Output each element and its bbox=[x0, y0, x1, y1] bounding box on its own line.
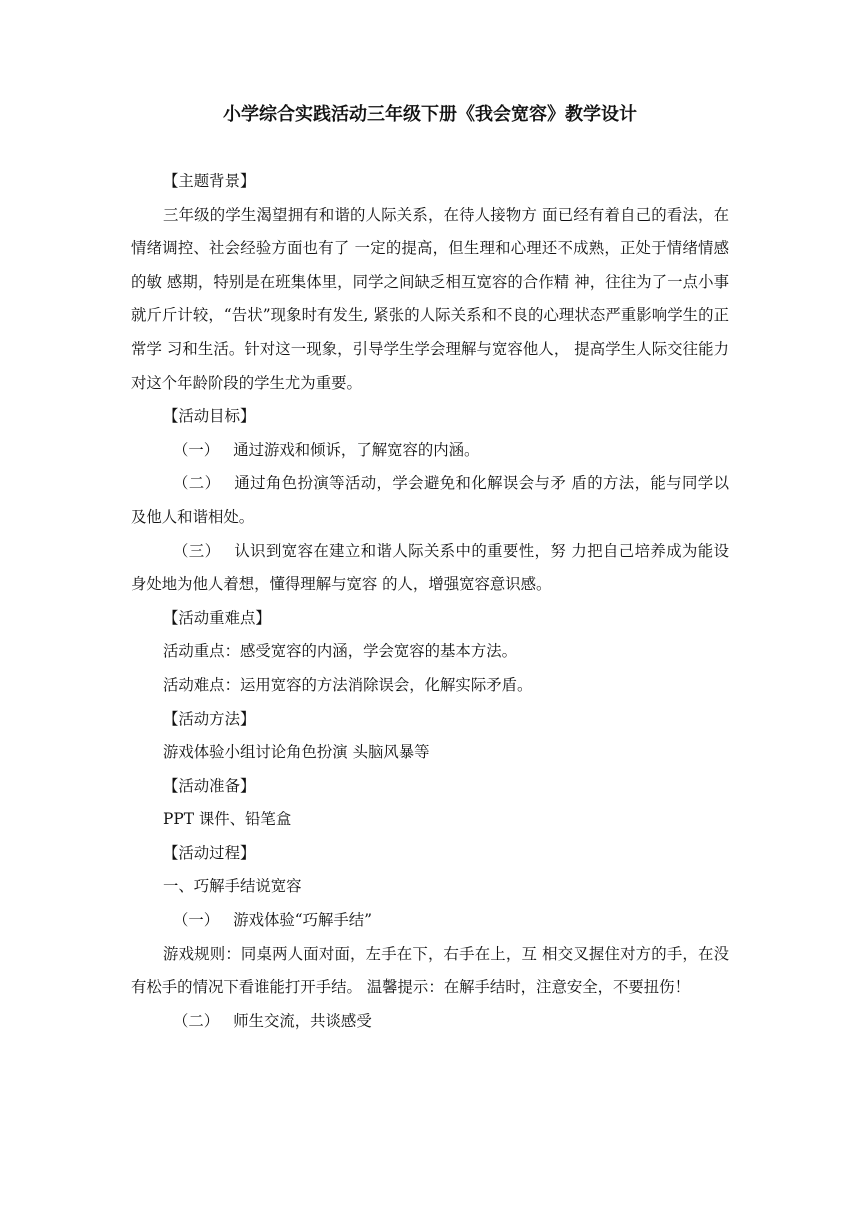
objective-item-1 bbox=[131, 434, 729, 468]
section-heading-method: 【活动方法】 bbox=[163, 709, 256, 728]
game-rules-paragraph: 游戏规则：同桌两人面对面，左手在下，右手在上，互 相交叉握住对方的手，在没有松手的情况下看谁能打开手结。 温馨提示：在解手结时，注意安全，不要扭伤！ bbox=[131, 944, 729, 997]
objective-number-1: （一） bbox=[173, 440, 220, 459]
objective-item-2 bbox=[131, 467, 729, 534]
key-point-focus: 活动重点：感受宽容的内涵，学会宽容的基本方法。 bbox=[163, 642, 517, 661]
process-step-1 bbox=[131, 904, 729, 938]
section-heading-objectives: 【活动目标】 bbox=[163, 407, 256, 426]
background-paragraph: 三年级的学生渴望拥有和谐的人际关系，在待人接物方 面已经有着自己的看法，在情绪调控、社会经验方面也有了 一定的提高，但生理和心理还不成熟，正处于情绪情感的敏 感期，特别是在班集体里，同学之间缺乏相互宽容的合作精 神，往往为了一点小事就斤斤计较，“告状”现象时有发生, 紧张的人际关系和不良的心理状态严重影响学生的正常学 习和生活。针对这一现象，引导学生学会理解与宽容他人， 提高学生人际交往能力对这个年龄阶段的学生尤为重要。 bbox=[131, 205, 729, 392]
process-step-1-number: （一） bbox=[173, 911, 220, 930]
objective-number-3: （三） bbox=[173, 541, 221, 560]
section-heading-preparation: 【活动准备】 bbox=[163, 776, 256, 795]
section-heading-key-points: 【活动重难点】 bbox=[163, 608, 271, 627]
objective-text-1: 通过游戏和倾诉，了解宽容的内涵。 bbox=[233, 440, 480, 459]
section-heading-background: 【主题背景】 bbox=[163, 172, 256, 190]
objective-number-2: （二） bbox=[173, 474, 221, 493]
process-step-2-text: 师生交流，共谈感受 bbox=[233, 1011, 372, 1030]
key-point-difficulty: 活动难点：运用宽容的方法消除误会，化解实际矛盾。 bbox=[163, 675, 533, 694]
process-step-2-number: （二） bbox=[173, 1011, 220, 1030]
process-part-1: 一、巧解手结说宽容 bbox=[163, 877, 302, 896]
document-body bbox=[131, 165, 729, 1038]
process-step-1-text: 游戏体验“巧解手结” bbox=[233, 911, 373, 930]
method-text: 游戏体验小组讨论角色扮演 头脑风暴等 bbox=[163, 743, 430, 762]
objective-item-3 bbox=[131, 535, 729, 602]
preparation-text: PPT 课件、铅笔盒 bbox=[163, 810, 292, 829]
objective-text-3: 认识到宽容在建立和谐人际关系中的重要性，努 力把自己培养成为能设身处地为他人着想，懂得理解与宽容 的人，增强宽容意识感。 bbox=[131, 541, 729, 594]
objective-text-2: 通过角色扮演等活动，学会避免和化解误会与矛 盾的方法，能与同学以及他人和谐相处。 bbox=[131, 474, 729, 526]
document-title: 小学综合实践活动三年级下册《我会宽容》教学设计 bbox=[223, 104, 637, 125]
process-step-2 bbox=[131, 1005, 729, 1039]
section-heading-process: 【活动过程】 bbox=[163, 843, 256, 862]
